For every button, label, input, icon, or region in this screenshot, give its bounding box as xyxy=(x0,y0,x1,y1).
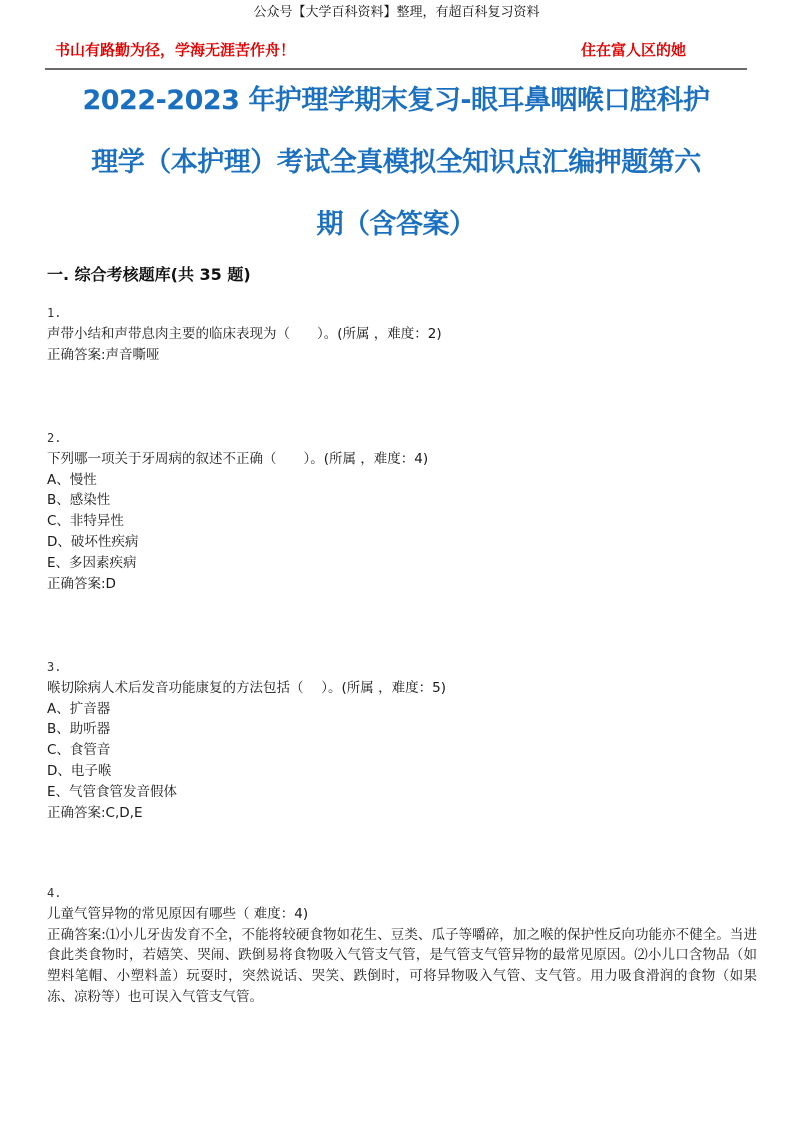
option-e: E、多因素疾病 xyxy=(47,554,137,571)
option-a: A、慢性 xyxy=(47,471,97,488)
title-line-3: 期（含答案） xyxy=(316,209,476,240)
question-answer: 正确答案:D xyxy=(47,575,116,592)
question-number: 2. xyxy=(47,431,62,445)
title-line-2: 理学（本护理）考试全真模拟全知识点汇编押题第六 xyxy=(91,147,701,178)
motto-left: 书山有路勤为径，学海无涯苦作舟！ xyxy=(55,41,296,59)
title-line-1: 2022-2023 年护理学期末复习-眼耳鼻咽喉口腔科护 xyxy=(82,85,710,116)
option-b: B、感染性 xyxy=(47,492,111,509)
question-3 xyxy=(47,657,757,823)
question-stem: 儿童气管异物的常见原因有哪些（ 难度：4) xyxy=(47,905,309,922)
question-number: 3. xyxy=(47,660,62,674)
option-b: B、助听器 xyxy=(47,721,111,738)
question-4 xyxy=(47,883,757,1008)
question-1 xyxy=(47,303,757,365)
question-answer: 正确答案:声音嘶哑 xyxy=(47,346,160,363)
question-stem: 声带小结和声带息肉主要的临床表现为（ ）。(所属 ，难度：2) xyxy=(47,325,442,342)
section-heading: 一. 综合考核题库(共 35 题) xyxy=(47,265,251,284)
option-c: C、非特异性 xyxy=(47,513,124,530)
option-a: A、扩音器 xyxy=(47,700,111,717)
question-answer: 正确答案:⑴小儿牙齿发育不全，不能将较硬食物如花生、豆类、瓜子等嚼碎，加之喉的保护性反向功能亦不健全。当进食此类食物时，若嬉笑、哭闹、跌倒易将食物吸入气管支气管，是气管支气管异物的最常见原因。⑵小儿口含物品（如塑料笔帽、小塑料盖）玩耍时，突然说话、哭笑、跌倒时，可将异物吸入气管、支气管。用力吸食滑润的食物（如果冻、凉粉等）也可误入气管支气管。 xyxy=(47,926,757,1005)
option-c: C、食管音 xyxy=(47,742,111,759)
question-stem: 喉切除病人术后发音功能康复的方法包括（ ）。(所属 ，难度：5) xyxy=(47,679,446,696)
option-d: D、电子喉 xyxy=(47,762,112,779)
option-d: D、破坏性疾病 xyxy=(47,533,139,550)
question-answer: 正确答案:C,D,E xyxy=(47,804,143,821)
question-number: 4. xyxy=(47,886,62,900)
question-stem: 下列哪一项关于牙周病的叙述不正确（ ）。(所属 ，难度：4) xyxy=(47,450,429,467)
option-e: E、气管食管发音假体 xyxy=(47,783,178,800)
document-title xyxy=(45,70,747,256)
top-note: 公众号【大学百科资料】整理，有超百科复习资料 xyxy=(253,5,540,20)
question-number: 1. xyxy=(47,306,62,320)
question-2 xyxy=(47,428,757,594)
motto-right: 住在富人区的她 xyxy=(581,41,687,59)
